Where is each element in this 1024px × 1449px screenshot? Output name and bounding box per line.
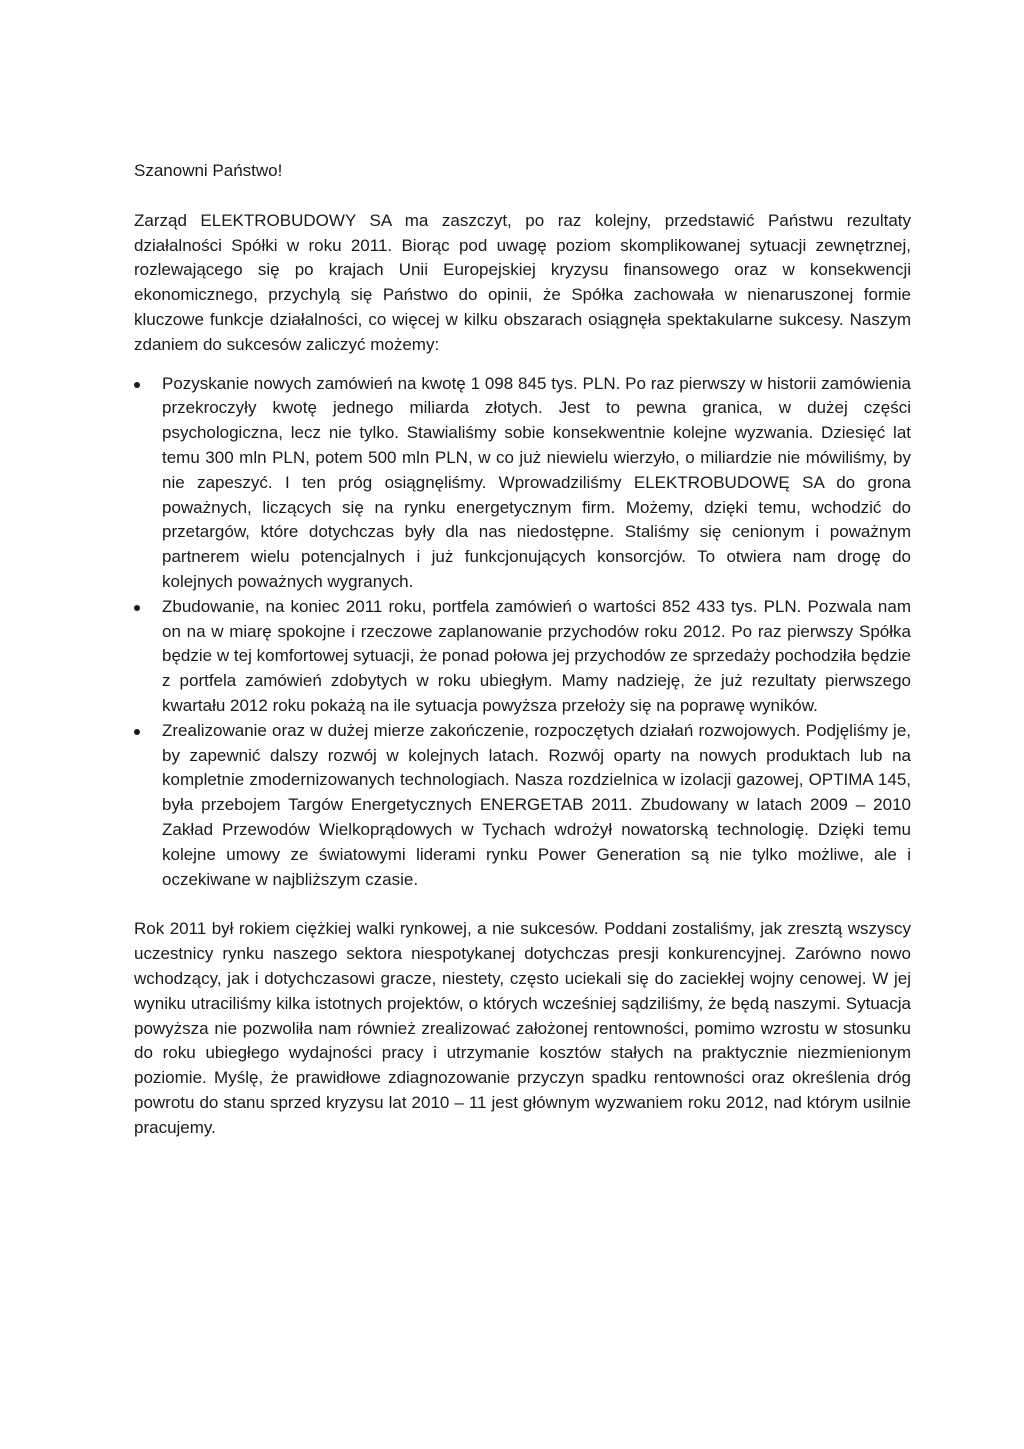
bullet-icon [134,729,140,735]
closing-paragraph: Rok 2011 był rokiem ciężkiej walki rynkowej, a nie sukcesów. Poddani zostaliśmy, jak zresztą wszyscy uczestnicy rynku naszego sektora niespotykanej dotychczas presji konkurencyjnej. Zarówno nowo wchodzący, jak i dotychczasowi gracze, niestety, często uciekali się do zaciekłej wojny cenowej. W jej wyniku utraciliśmy kilka istotnych projektów, o których wcześniej sądziliśmy, że będą naszymi. Sytuacja powyższa nie pozwoliła nam również zrealizować założonej rentowności, pomimo wzrostu w stosunku do roku ubiegłego wydajności pracy i utrzymanie kosztów stałych na praktycznie niezmienionym poziomie. Myślę, że prawidłowe zdiagnozowanie przyczyn spadku rentowności oraz określenia dróg powrotu do stanu sprzed kryzysu lat 2010 – 11 jest głównym wyzwaniem roku 2012, nad którym usilnie pracujemy. [134,919,911,1137]
bullet-icon [134,382,140,388]
intro-paragraph: Zarząd ELEKTROBUDOWY SA ma zaszczyt, po raz kolejny, przedstawić Państwu rezultaty działalności Spółki w roku 2011. Biorąc pod uwagę poziom skomplikowanej sytuacji zewnętrznej, rozlewającego się po krajach Unii Europejskiej kryzysu finansowego oraz w konsekwencji ekonomicznego, przychylą się Państwo do opinii, że Spółka zachowała w nienaruszonej formie kluczowe funkcje działalności, co więcej w kilku obszarach osiągnęła spektakularne sukcesy. Naszym zdaniem do sukcesów zaliczyć możemy: [134,210,911,354]
list-item-text: Zrealizowanie oraz w dużej mierze zakończenie, rozpoczętych działań rozwojowych. Podjęliśmy je, by zapewnić dalszy rozwój w kolejnych latach. Rozwój oparty na nowych produktach lub na kompletnie zmodernizowanych technologiach. Nasza rozdzielnica w izolacji gazowej, OPTIMA 145, była przebojem Targów Energetycznych ENERGETAB 2011. Zbudowany w latach 2009 – 2010 Zakład Przewodów Wielkoprądowych w Tychach wdrożył nowatorską technologię. Dzięki temu kolejne umowy ze światowymi liderami rynku Power Generation są nie tylko możliwe, ale i oczekiwane w najbliższym czasie. [162,720,911,889]
list-item-text: Zbudowanie, na koniec 2011 roku, portfela zamówień o wartości 852 433 tys. PLN. Pozwala nam on na w miarę spokojne i rzeczowe zaplanowanie przychodów roku 2012. Po raz pierwszy Spółka będzie w tej komfortowej sytuacji, że ponad połowa jej przychodów ze sprzedaży pochodziła będzie z portfela zamówień zdobytych w roku ubiegłym. Mamy nadzieję, że już rezultaty pierwszego kwartału 2012 roku pokażą na ile sytuacja powyższa przełoży się na poprawę wyników. [162,596,911,715]
list-item [134,595,911,719]
letter-salutation: Szanowni Państwo! [134,161,283,180]
letter-page [134,159,911,1140]
bullet-icon [134,605,140,611]
list-item [134,719,911,893]
achievements-list [134,372,911,893]
list-item-text: Pozyskanie nowych zamówień na kwotę 1 098 845 tys. PLN. Po raz pierwszy w historii zamówienia przekroczyły kwotę jednego miliarda złotych. Jest to pewna granica, w dużej części psychologiczna, lecz nie tylko. Stawialiśmy sobie konsekwentnie kolejne wyzwania. Dziesięć lat temu 300 mln PLN, potem 500 mln PLN, w co już niewielu wierzyło, o miliardzie nie mówiliśmy, by nie zapeszyć. I ten próg osiągnęliśmy. Wprowadziliśmy ELEKTROBUDOWĘ SA do grona poważnych, liczących się na rynku energetycznym firm. Możemy, dzięki temu, wchodzić do przetargów, które dotychczas były dla nas niedostępne. Staliśmy się cenionym i poważnym partnerem wielu potencjalnych i już funkcjonujących konsorcjów. To otwiera nam drogę do kolejnych poważnych wygranych. [162,373,911,591]
list-item [134,372,911,595]
